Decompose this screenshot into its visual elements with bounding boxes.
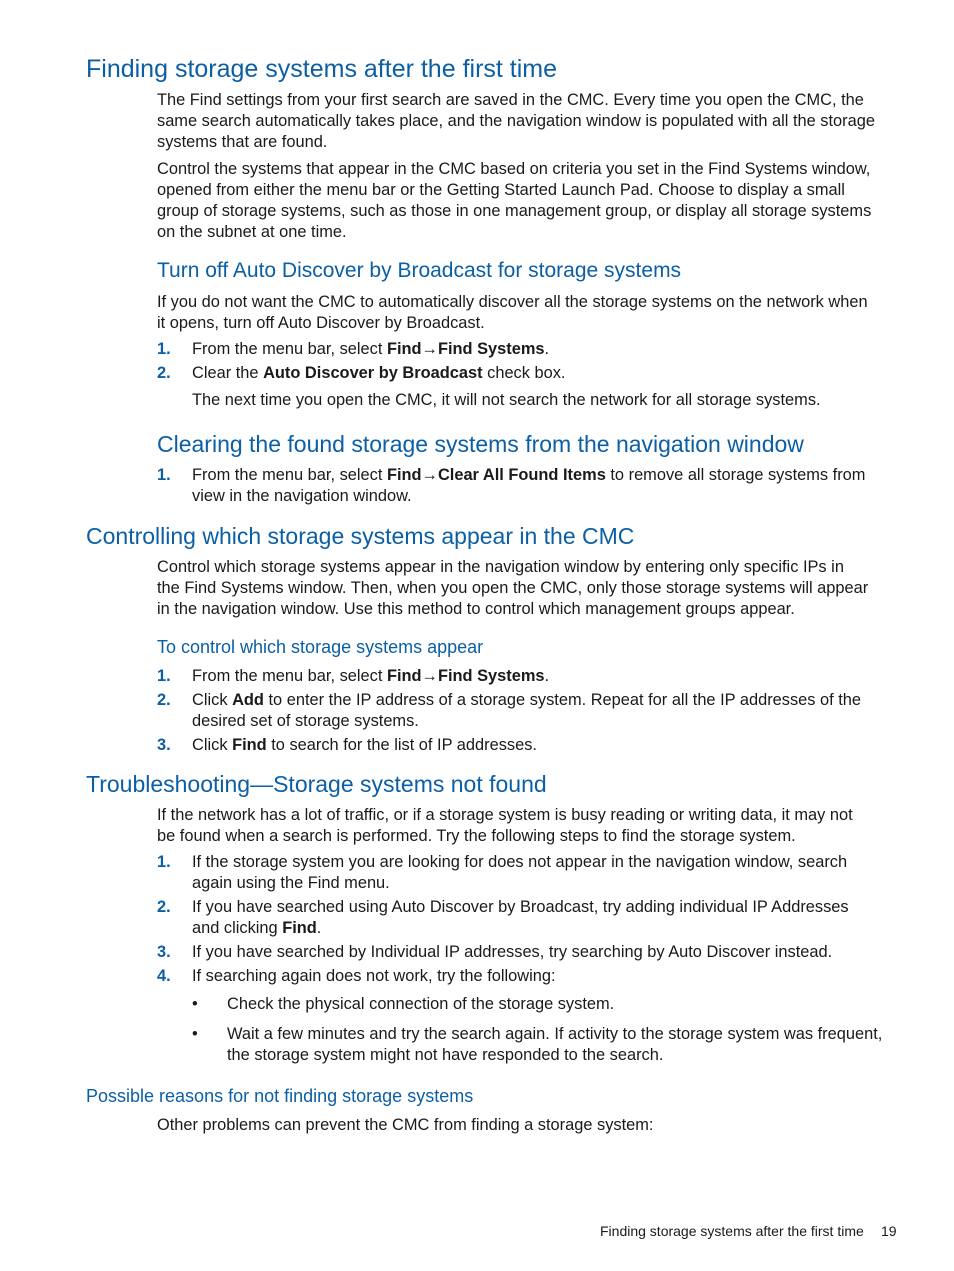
step-number: 3. <box>157 943 171 961</box>
section-heading-troubleshooting: Troubleshooting—Storage systems not found <box>86 771 547 797</box>
step-number: 2. <box>157 898 171 916</box>
paragraph-control-systems: Control the systems that appear in the CMC based on criteria you set in the Find Systems window, opened from either the menu bar or the Getting Started Launch Pad. Choose to display a small group of storage systems, such as those in one management group, or display all storage systems on the subnet at one time. <box>157 160 872 241</box>
bullet-icon: • <box>192 1025 198 1043</box>
arrow-icon: → <box>421 466 438 484</box>
step-number: 2. <box>157 691 171 709</box>
footer-title: Finding storage systems after the first time <box>600 1223 864 1239</box>
step-number: 4. <box>157 967 171 985</box>
section-heading-turn-off-auto-discover: Turn off Auto Discover by Broadcast for storage systems <box>157 259 682 282</box>
list-item: 1. From the menu bar, select Find→Clear All Found Items to remove all storage systems from view in the navigation window. <box>157 466 866 505</box>
paragraph-control-ips: Control which storage systems appear in the navigation window by entering only specific IPs in the Find Systems window. Then, when you open the CMC, only those storage systems will appear in the navigation window. Use this method to control which management groups appear. <box>157 558 869 618</box>
page-number: 19 <box>881 1223 897 1239</box>
list-item: 2. Click Add to enter the IP address of a storage system. Repeat for all the IP addresses of the desired set of storage systems. <box>157 691 862 730</box>
paragraph-find-settings-saved: The Find settings from your first search are saved in the CMC. Every time you open the CMC, the same search automatically takes place, and the navigation window is populated with all the storage systems that are found. <box>157 91 875 151</box>
section-heading-clearing-found-systems: Clearing the found storage systems from the navigation window <box>157 431 804 457</box>
step-number: 1. <box>157 466 171 484</box>
step-number: 1. <box>157 853 171 871</box>
section-heading-finding-after-first-time: Finding storage systems after the first time <box>86 55 558 83</box>
step-number: 3. <box>157 736 171 754</box>
step-number: 1. <box>157 340 171 358</box>
subheading-possible-reasons: Possible reasons for not finding storage systems <box>86 1086 474 1106</box>
bullet-icon: • <box>192 995 198 1013</box>
step-number: 2. <box>157 364 171 382</box>
step-number: 1. <box>157 667 171 685</box>
arrow-icon: → <box>421 340 438 358</box>
bullet-item: • Wait a few minutes and try the search again. If activity to the storage system was frequent, the storage system might not have responded to the search. <box>192 1025 883 1064</box>
step-note: The next time you open the CMC, it will not search the network for all storage systems. <box>192 391 821 409</box>
subheading-to-control-systems: To control which storage systems appear <box>157 637 484 657</box>
section-heading-controlling-systems: Controlling which storage systems appear in the CMC <box>86 523 635 549</box>
list-item: 2. If you have searched using Auto Discover by Broadcast, try adding individual IP Addresses and clicking Find. <box>157 898 849 937</box>
paragraph-other-problems: Other problems can prevent the CMC from finding a storage system: <box>157 1116 654 1134</box>
arrow-icon: → <box>421 667 438 685</box>
paragraph-auto-discover-intro: If you do not want the CMC to automatically discover all the storage systems on the network when it opens, turn off Auto Discover by Broadcast. <box>157 293 868 332</box>
list-item: 1. If the storage system you are looking for does not appear in the navigation window, search again using the Find menu. <box>157 853 848 892</box>
paragraph-troubleshooting-intro: If the network has a lot of traffic, or if a storage system is busy reading or writing data, it may not be found when a search is performed. Try the following steps to find the storage system. <box>157 806 853 845</box>
